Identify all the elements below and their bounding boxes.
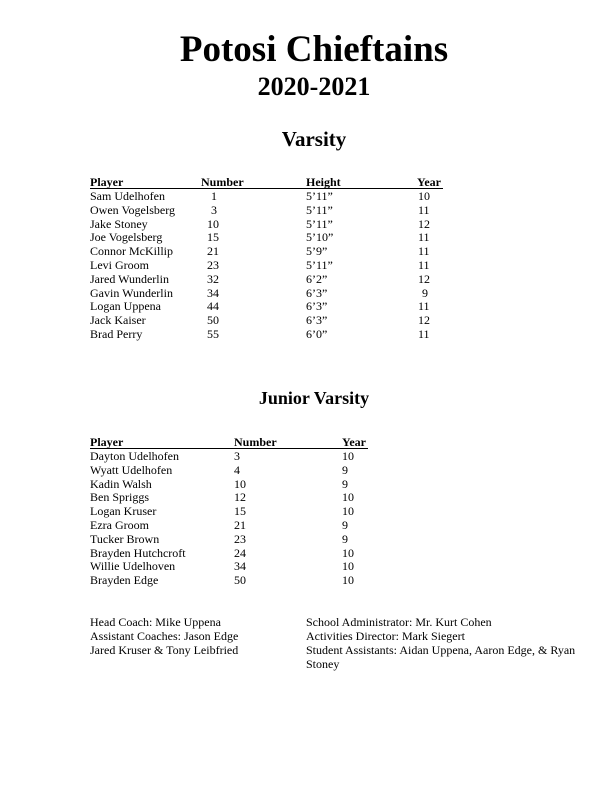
table-cell: 32 xyxy=(207,271,219,286)
administration-staff xyxy=(306,615,586,671)
column-header: Height xyxy=(306,175,341,189)
column-header: Number xyxy=(234,435,277,449)
table-cell: 9 xyxy=(342,531,348,546)
table-cell: Ben Spriggs xyxy=(90,490,150,505)
table-cell: 9 xyxy=(342,517,348,532)
junior-varsity-heading: Junior Varsity xyxy=(258,388,370,408)
table-cell: 23 xyxy=(207,257,219,272)
table-cell: 6’3” xyxy=(306,285,328,300)
table-cell: Dayton Udelhofen xyxy=(90,449,179,463)
table-cell: 34 xyxy=(234,559,246,574)
table-cell: 5’11” xyxy=(306,216,333,231)
table-cell: Jared Wunderlin xyxy=(90,271,169,286)
table-cell: 5’11” xyxy=(306,257,333,272)
table-cell: 12 xyxy=(418,271,430,286)
table-cell: 55 xyxy=(207,326,219,341)
column-header: Year xyxy=(342,435,366,449)
table-cell: 12 xyxy=(418,313,430,328)
table-cell: 50 xyxy=(234,573,246,588)
table-cell: 3 xyxy=(234,449,240,463)
table-cell: Brayden Hutchcroft xyxy=(90,545,186,560)
table-cell: Wyatt Udelhofen xyxy=(90,462,173,477)
table-cell: 10 xyxy=(342,545,354,560)
table-cell: Willie Udelhoven xyxy=(90,559,176,574)
column-header: Player xyxy=(90,175,124,189)
table-cell: 3 xyxy=(211,202,217,217)
table-cell: 5’11” xyxy=(306,189,333,203)
column-header: Year xyxy=(417,175,441,189)
staff-line: Activities Director: Mark Siegert xyxy=(306,629,465,643)
table-cell: Connor McKillip xyxy=(90,244,173,259)
page-title: Potosi Chieftains xyxy=(179,29,449,70)
season-subtitle: 2020-2021 xyxy=(257,72,371,101)
table-cell: Jake Stoney xyxy=(90,216,148,231)
table-cell: 1 xyxy=(211,189,217,203)
staff-line: Head Coach: Mike Uppena xyxy=(90,615,221,629)
column-header: Number xyxy=(201,175,244,189)
table-cell: 50 xyxy=(207,313,219,328)
staff-line: Assistant Coaches: Jason Edge xyxy=(90,629,239,643)
table-cell: Gavin Wunderlin xyxy=(90,285,173,300)
table-cell: 11 xyxy=(418,257,430,272)
column-header: Player xyxy=(90,435,124,449)
table-cell: 5’10” xyxy=(306,230,334,245)
table-cell: 11 xyxy=(418,244,430,259)
table-cell: 24 xyxy=(234,545,246,560)
table-cell: Owen Vogelsberg xyxy=(90,202,175,217)
table-cell: Sam Udelhofen xyxy=(90,189,165,203)
table-cell: Levi Groom xyxy=(90,257,149,272)
table-cell: 11 xyxy=(418,326,430,341)
table-cell: 5’11” xyxy=(306,202,333,217)
table-cell: 44 xyxy=(207,299,219,314)
table-cell: 11 xyxy=(418,299,430,314)
table-cell: 10 xyxy=(418,189,430,203)
staff-line: Jared Kruser & Tony Leibfried xyxy=(90,643,239,657)
table-cell: Logan Kruser xyxy=(90,504,157,519)
table-cell: 23 xyxy=(234,531,246,546)
table-cell: 21 xyxy=(234,517,246,532)
table-cell: 4 xyxy=(234,462,240,477)
table-cell: Brad Perry xyxy=(90,326,143,341)
staff-line: School Administrator: Mr. Kurt Cohen xyxy=(306,615,492,629)
table-cell: 10 xyxy=(234,476,246,491)
table-cell: 21 xyxy=(207,244,219,259)
table-cell: Ezra Groom xyxy=(90,517,149,532)
coaching-staff xyxy=(90,615,290,657)
table-cell: 9 xyxy=(422,285,428,300)
table-cell: 9 xyxy=(342,462,348,477)
varsity-heading: Varsity xyxy=(281,127,347,151)
table-cell: 10 xyxy=(207,216,219,231)
table-cell: Brayden Edge xyxy=(90,573,159,588)
table-cell: 10 xyxy=(342,573,354,588)
table-cell: 5’9” xyxy=(306,244,328,259)
table-cell: Joe Vogelsberg xyxy=(90,230,163,245)
table-cell: 11 xyxy=(418,202,430,217)
table-cell: 15 xyxy=(207,230,219,245)
table-cell: Kadin Walsh xyxy=(90,476,152,491)
table-cell: 10 xyxy=(342,504,354,519)
table-cell: 10 xyxy=(342,490,354,505)
staff-line: Student Assistants: Aidan Uppena, Aaron Edge, & Ryan Stoney xyxy=(306,643,576,671)
table-cell: 10 xyxy=(342,559,354,574)
table-cell: 6’3” xyxy=(306,313,328,328)
table-cell: 34 xyxy=(207,285,219,300)
table-cell: 12 xyxy=(418,216,430,231)
table-cell: Logan Uppena xyxy=(90,299,161,314)
table-cell: 12 xyxy=(234,490,246,505)
table-cell: 10 xyxy=(342,449,354,463)
table-cell: Tucker Brown xyxy=(90,531,160,546)
table-cell: 15 xyxy=(234,504,246,519)
table-cell: 6’3” xyxy=(306,299,328,314)
table-cell: 9 xyxy=(342,476,348,491)
table-cell: 6’0” xyxy=(306,326,328,341)
table-cell: 6’2” xyxy=(306,271,328,286)
table-cell: 11 xyxy=(418,230,430,245)
table-cell: Jack Kaiser xyxy=(90,313,146,328)
